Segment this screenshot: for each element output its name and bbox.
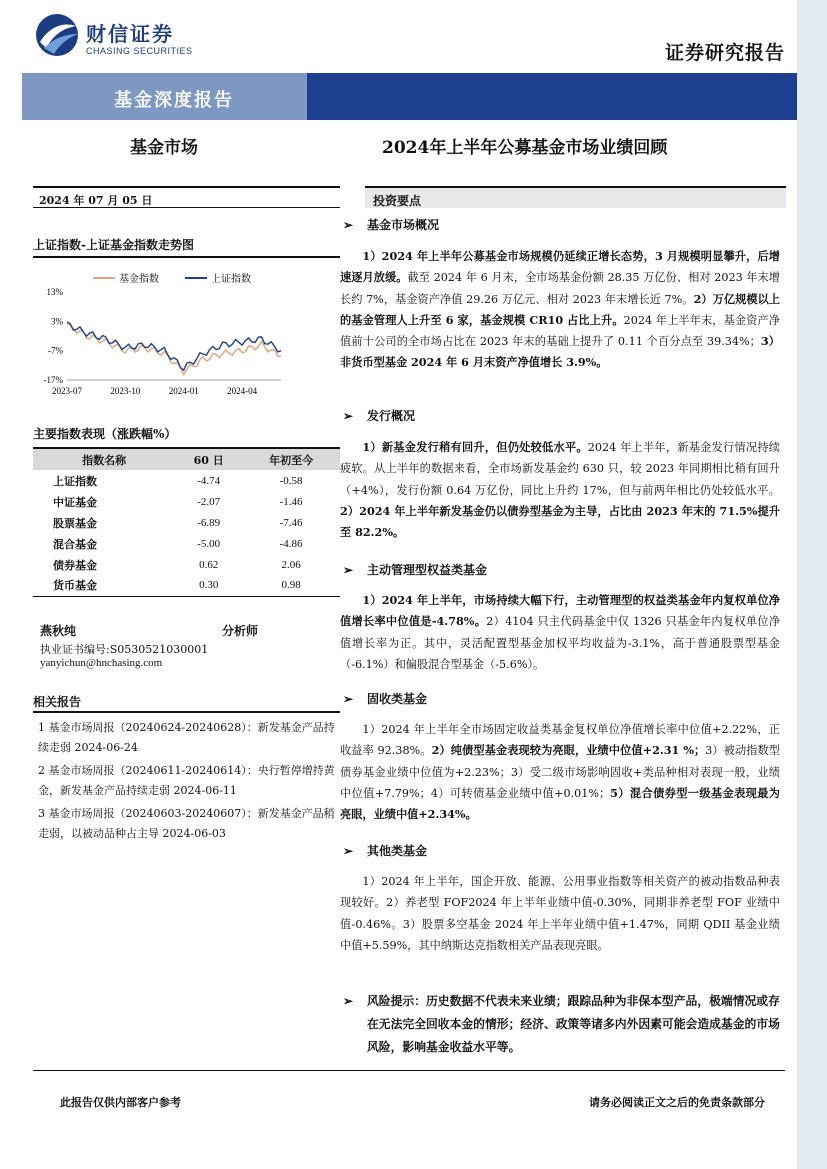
chart-title: 上证指数-上证基金指数走势图 — [33, 238, 194, 252]
report-title: 2024年上半年公募基金市场业绩回顾 — [382, 138, 668, 158]
arrow-icon: ➢ — [343, 218, 354, 232]
index-60d: 0.30 — [175, 575, 242, 596]
footer-rule — [33, 1070, 785, 1071]
paragraph-other — [340, 871, 780, 956]
date-bar — [33, 186, 340, 208]
footer-right: 请务必阅读正文之后的免责条款部分 — [589, 1096, 765, 1109]
list-item[interactable]: 3 基金市场周报（20240603-20240607）：新发基金产品稍走弱，以被动品种占主导 2024-06-03 — [38, 807, 335, 840]
para-bold: 2）纯债型基金表现较为亮眼，业绩中位值+2.31 %； — [431, 743, 706, 758]
section-heading-text: 其他类基金 — [367, 844, 428, 858]
section-heading-equity — [343, 561, 487, 578]
index-ytd: -7.46 — [279, 516, 303, 529]
list-item[interactable]: 1 基金市场周报（20240624-20240628）：新发基金产品持续走弱 2024-06-24 — [38, 721, 335, 754]
chart-rule — [33, 256, 340, 258]
table-row — [33, 554, 340, 575]
index-60d: -4.74 — [197, 474, 221, 487]
index-name: 中证基金 — [53, 495, 97, 509]
logo-text-cn: 财信证券 — [86, 22, 174, 46]
table-header-row — [33, 448, 340, 470]
col-header-60d: 60 日 — [175, 448, 242, 470]
para-bold: 5）混合债券型一级基金表现最为亮眼，业绩中值+2.34%。 — [340, 785, 780, 822]
para-bold: 1）2024 年上半年公募基金市场规模仍延续正增长态势，3 月规模明显攀升，后增速逐月放缓。 — [340, 249, 780, 285]
para-bold: 1）2024 年上半年，市场持续大幅下行，主动管理型的权益类基金年内复权单位净值增长率中位值是-4.78%。 — [340, 593, 780, 629]
col-header-ytd: 年初至今 — [242, 448, 340, 470]
risk-text: 风险提示：历史数据不代表未来业绩；跟踪品种为非保本型产品，极端情况或存在无法完全回收本金的情形；经济、政策等诸多内外因素可能会造成基金的市场风险，影响基金收益水平等。 — [367, 994, 780, 1054]
chart-legend — [93, 272, 251, 285]
table-row — [33, 470, 340, 491]
company-logo — [34, 12, 194, 62]
y-tick-label: 3% — [51, 316, 63, 327]
para-bold: 1）新基金发行稍有回升，但仍处较低水平。 — [362, 440, 588, 454]
related-reports-list — [38, 718, 338, 847]
logo-text-en: CHASING SECURITIES — [86, 46, 193, 56]
index-name: 上证指数 — [53, 474, 97, 488]
paragraph-market — [340, 246, 780, 374]
x-tick-label: 2023-07 — [52, 386, 82, 396]
arrow-icon: ➢ — [343, 563, 354, 577]
paragraph-equity — [340, 590, 780, 675]
index-60d: 0.62 — [199, 558, 219, 571]
legend-sse-label: 上证指数 — [211, 274, 251, 285]
related-reports-title: 相关报告 — [33, 695, 82, 709]
index-performance-table — [33, 447, 340, 597]
arrow-icon: ➢ — [343, 994, 353, 1008]
legend-fund-label: 基金指数 — [119, 274, 159, 285]
index-name: 混合基金 — [53, 537, 97, 551]
table-row — [33, 575, 340, 596]
index-name: 股票基金 — [53, 516, 97, 530]
key-points-bar — [365, 186, 786, 208]
arrow-icon: ➢ — [343, 409, 354, 423]
para-bold: 3）非货币型基金 2024 年 6 月末资产净值增长 3.9%。 — [340, 334, 780, 370]
section-heading-market — [343, 216, 439, 233]
report-type: 证券研究报告 — [664, 42, 785, 64]
section-heading-text: 主动管理型权益类基金 — [367, 563, 488, 577]
section-heading-issuance — [343, 407, 415, 424]
table-row — [33, 512, 340, 533]
index-ytd: 0.98 — [242, 575, 340, 596]
section-heading-text: 固收类基金 — [367, 692, 428, 706]
footer-left: 此报告仅供内部客户参考 — [60, 1096, 181, 1109]
index-name: 债券基金 — [53, 558, 97, 572]
report-category: 基金市场 — [130, 138, 198, 158]
x-tick-label: 2024-01 — [168, 386, 199, 396]
section-heading-other — [343, 842, 427, 859]
related-rule — [33, 711, 340, 713]
section-heading-text: 发行概况 — [367, 409, 416, 423]
arrow-icon: ➢ — [343, 692, 354, 706]
analyst-email[interactable]: yanyichun@hnchasing.com — [40, 657, 163, 669]
para-text: 2）4104 只主代码基金中仅 1326 只基金年内复权单位净值增长率为正。其中，灵活配置型基金加权平均收益为-3.1%，高于普通股票型基金（-6.1%）和偏股混合型基金（-5.6%）。 — [340, 615, 781, 671]
trend-chart — [33, 262, 293, 402]
index-table-title: 主要指数表现（涨跌幅%） — [33, 427, 177, 441]
para-bold: 2）2024 年上半年新发基金仍以债券型基金为主导，占比由 2023 年末的 71.5%提升至 82.2%。 — [340, 503, 780, 540]
index-ytd: 2.06 — [281, 558, 301, 571]
x-tick-label: 2023-10 — [110, 386, 141, 396]
para-bold: 2）万亿规模以上的基金管理人上升至 6 家，基金规模 CR10 占比上升。 — [340, 291, 780, 327]
index-ytd: -0.58 — [279, 474, 303, 487]
paragraph-issuance — [340, 437, 780, 543]
arrow-icon: ➢ — [343, 844, 354, 858]
table-row — [33, 533, 340, 554]
table-row — [33, 491, 340, 512]
para-text: 3）被动指数型债券基金业绩中位值为+2.23%；3）受二级市场影响固收+类品种相对表现一般，业绩中位值+7.79%；4）可转债基金业绩中值+0.01%； — [340, 744, 780, 800]
analyst-role: 分析师 — [222, 624, 259, 638]
side-strip — [797, 0, 827, 1169]
index-60d: -2.07 — [197, 495, 221, 508]
analyst-cert: 执业证书编号:S0530521030001 — [40, 643, 209, 656]
banner-dark — [307, 73, 797, 120]
paragraph-fixed-income — [340, 719, 780, 825]
col-header-name: 指数名称 — [33, 448, 175, 470]
section-heading-fixed-income — [343, 690, 427, 707]
key-points-title: 投资要点 — [373, 194, 422, 208]
risk-warning — [343, 990, 783, 1059]
banner — [22, 73, 797, 120]
index-name: 货币基金 — [33, 575, 175, 596]
logo-mark-icon — [34, 12, 80, 58]
section-heading-text: 基金市场概况 — [367, 218, 440, 232]
index-60d: -6.89 — [197, 516, 221, 529]
series-line-fund-index — [67, 323, 281, 374]
index-ytd: -4.86 — [279, 537, 303, 550]
para-text: 2024 年上半年，新基金发行情况持续疲软。从上半年的数据来看，全市场新发基金约 630 只，较 2023 年同期相比稍有回升（+4%），发行份额 0.64 万亿份，同比上升约 17%，但与前两年相比仍处较低水平。 — [340, 441, 780, 497]
index-60d: -5.00 — [197, 537, 221, 550]
x-tick-label: 2024-04 — [227, 386, 258, 396]
list-item[interactable]: 2 基金市场周报（20240611-20240614）：央行暂停增持黄金，新发基金产品持续走弱 2024-06-11 — [38, 764, 335, 797]
para-text: 截至 2024 年 6 月末，全市场基金份额 28.35 万亿份、相对 2023 年末增长约 7%，基金资产净值 29.26 万亿元、相对 2023 年末增长近 7%。 — [340, 271, 780, 306]
para-text: 1）2024 年上半年，国企开放、能源、公用事业指数等相关资产的被动指数品种表现较好。2）养老型 FOF2024 年上半年业绩中值-0.30%，同期非养老型 FOF 业绩中值-0.46%。3）股票多空基金 2024 年上半年业绩中值+1.47%，同期 QDII 基金业绩中值+5.59%，其中纳斯达克指数相关产品表现亮眼。 — [340, 875, 780, 952]
report-date: 2024 年 07 月 05 日 — [39, 194, 153, 207]
y-tick-label: 13% — [46, 287, 63, 297]
index-ytd: -1.46 — [279, 495, 303, 508]
para-text: 1）2024 年上半年全市场固定收益类基金复权单位净值增长率中位值+2.22%，正收益率 92.38%。 — [340, 723, 780, 758]
y-tick-label: -17% — [43, 375, 63, 385]
para-text: 2024 年上半年末，基金资产净值前十公司的全市场占比在 2023 年末的基础上提升了 0.11 个百分点至 39.34%； — [340, 313, 780, 349]
analyst-name: 燕秋纯 — [40, 624, 77, 638]
y-tick-label: -7% — [48, 345, 63, 356]
banner-text: 基金深度报告 — [114, 90, 234, 111]
